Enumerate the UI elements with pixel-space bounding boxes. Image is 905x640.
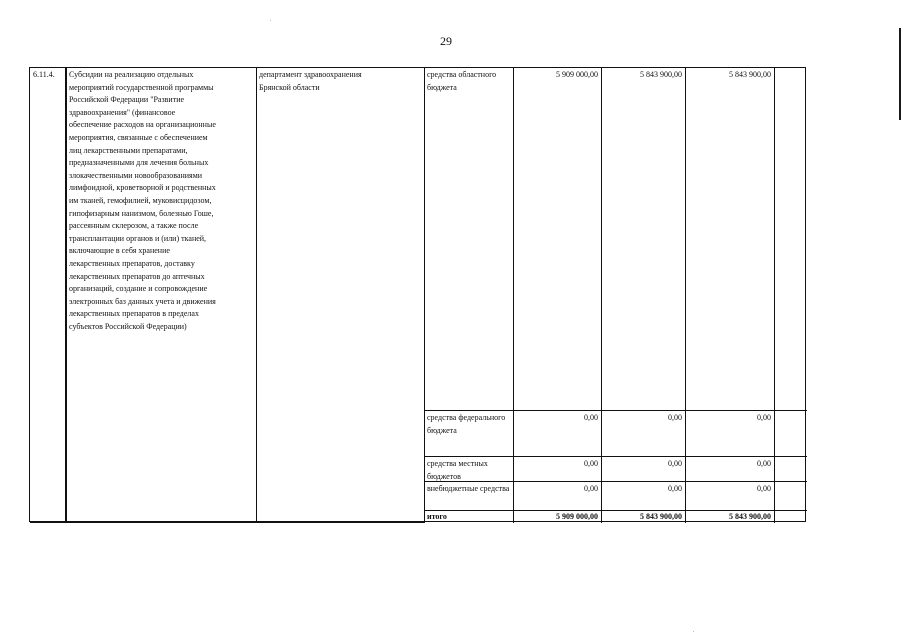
- empty-cell: [775, 482, 807, 511]
- empty-cell: [775, 457, 807, 482]
- budget-table: [29, 67, 806, 522]
- amount-year-1: 5 909 000,00: [514, 68, 602, 411]
- amount-year-1: 0,00: [514, 457, 602, 482]
- funding-source-total: итого: [425, 511, 514, 523]
- row-description: Субсидии на реализацию отдельных мероприятий государственной программы Российской Федерации "Развитие здравоохранения" (финансовое обеспечение расходов на организационные мероприятия, связанные с обеспечением лиц лекарственными препаратами, предназначенными для лечения больных злокачественными новообразованиями лимфоидной, кроветворной и родственных им тканей, гемофилией, муковисцидозом, гипофизарным нанизмом, болезнью Гоше, рассеянным склерозом, а также после трансплантации органов и (или) тканей, включающие в себя хранение лекарственных препаратов, доставку лекарственных препаратов до аптечных организаций, создание и сопровождение электронных баз данных учета и движения лекарственных препаратов в пределах субъектов Российской Федерации): [67, 68, 257, 523]
- funding-source: средства федерального бюджета: [425, 411, 514, 457]
- amount-year-2: 0,00: [602, 457, 686, 482]
- total-year-2: 5 843 900,00: [602, 511, 686, 523]
- total-year-3: 5 843 900,00: [686, 511, 775, 523]
- row-code: 6.11.4.: [30, 68, 67, 523]
- scan-speck: [270, 20, 271, 21]
- amount-year-2: 0,00: [602, 482, 686, 511]
- scan-speck: [693, 631, 694, 632]
- amount-year-1: 0,00: [514, 411, 602, 457]
- empty-cell: [775, 411, 807, 457]
- amount-year-1: 0,00: [514, 482, 602, 511]
- amount-year-3: 0,00: [686, 482, 775, 511]
- amount-year-3: 0,00: [686, 411, 775, 457]
- empty-cell: [775, 68, 807, 411]
- amount-year-2: 5 843 900,00: [602, 68, 686, 411]
- empty-cell: [775, 511, 807, 523]
- funding-source: средства областного бюджета: [425, 68, 514, 411]
- funding-source: средства местных бюджетов: [425, 457, 514, 482]
- page-number: 29: [440, 34, 452, 48]
- row-executor: департамент здравоохранения Брянской области: [257, 68, 425, 523]
- total-year-1: 5 909 000,00: [514, 511, 602, 523]
- amount-year-3: 5 843 900,00: [686, 68, 775, 411]
- scan-edge-mark: [899, 28, 901, 120]
- funding-source: внебюджетные средства: [425, 482, 514, 511]
- amount-year-2: 0,00: [602, 411, 686, 457]
- amount-year-3: 0,00: [686, 457, 775, 482]
